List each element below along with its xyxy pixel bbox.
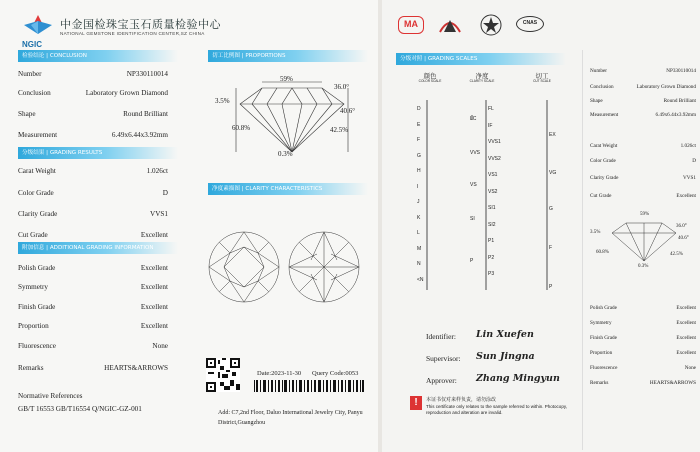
conclusion-value: Laboratory Grown Diamond (85, 89, 168, 97)
color-scale-title: 颜色 (423, 72, 437, 80)
fluorescence-value: None (152, 342, 168, 350)
address-text: C7,2nd Floor, Daluo International Jewelry City, Panyu District,Guangzhou (218, 410, 363, 426)
clarity-group-3: VS (470, 182, 477, 188)
crown-angle: 36.0° (334, 83, 350, 91)
color-grade-7: J (417, 199, 420, 205)
clarity-grade-10: P2 (488, 254, 495, 261)
color-grade-9: L (417, 230, 420, 236)
identifier-signature: Lin Xuefen (476, 329, 534, 340)
pavilion-angle: 40.6° (340, 107, 356, 115)
ma-badge: MA (398, 16, 424, 34)
conclusion-row (18, 89, 168, 97)
pavilion-view-diagram (287, 230, 361, 304)
address-block (218, 408, 374, 428)
color-grade-12: <N (417, 276, 424, 283)
clarity-grade-6: VS2 (488, 188, 498, 195)
clarity-grade-11: P3 (488, 271, 495, 277)
conclusion-label: Conclusion (18, 89, 51, 97)
number-row (18, 70, 168, 78)
address-label: Add: (218, 410, 230, 416)
supervisor-label: Supervisor: (426, 354, 461, 363)
cut-grade-4: F (549, 245, 553, 251)
logo-text: NGIC (22, 40, 42, 49)
color-grade-6: I (417, 183, 419, 190)
ngic-logo (22, 14, 54, 49)
barcode (254, 380, 364, 392)
mini-number-row: Number NP330110014 (590, 68, 696, 74)
proportion-value: Excellent (140, 322, 168, 330)
proportions-section-bar: 切工比例图 | PROPORTIONS (208, 50, 368, 62)
color-grade-10: M (417, 245, 422, 252)
measurement-row (18, 131, 168, 139)
mini-carat-row: Carat Weight 1.026ct (590, 143, 696, 149)
clarity-group-5: P (470, 258, 474, 264)
cut-scale-title: 切工 (535, 72, 549, 80)
identifier-label: Identifier: (426, 332, 456, 341)
clarity-grade-8: SI2 (488, 221, 496, 228)
normative-references: GB/T 16553 GB/T16554 Q/NGIC-GZ-001 (18, 405, 142, 413)
clarity-group-4: SI (470, 216, 475, 222)
carat-row (18, 167, 168, 175)
color-grade-4: G (417, 152, 421, 159)
color-label: Color Grade (18, 189, 54, 197)
clarity-value: VVS1 (150, 210, 168, 218)
scales-lines (382, 0, 582, 300)
finish-label: Finish Grade (18, 303, 56, 311)
shape-label: Shape (18, 110, 36, 118)
clarity-scale-subtitle: CLARITY SCALE (469, 79, 495, 83)
shape-value: Round Brilliant (123, 110, 168, 118)
mini-proportion-row: Proportion Excellent (590, 350, 696, 356)
color-grade-8: K (417, 214, 421, 221)
clarity-label: Clarity Grade (18, 210, 58, 218)
mini-cut-row: Cut Grade Excellent (590, 193, 696, 199)
cut-scale-subtitle: CUT SCALE (533, 79, 551, 83)
approver-label: Approver: (426, 376, 457, 385)
mini-crown-angle: 36.0° (676, 224, 687, 229)
clarity-grade-9: P1 (488, 238, 495, 244)
clarity-characteristics-section-bar: 净度素描图 | CLARITY CHARACTERISTICS (208, 183, 368, 195)
finish-value: Excellent (140, 303, 168, 311)
mini-color-row: Color Grade D (590, 158, 696, 164)
normative-title: Normative References (18, 392, 83, 400)
number-label: Number (18, 70, 42, 78)
number-value: NP330110014 (126, 70, 168, 78)
color-grade-1: D (417, 106, 421, 112)
mini-measurement-row: Measurement 6.49x6.44x3.92mm (590, 112, 696, 118)
color-value: D (162, 189, 168, 197)
mini-finish-row: Finish Grade Excellent (590, 335, 696, 341)
measurement-label: Measurement (18, 131, 58, 139)
mini-proportion-diagram (604, 215, 684, 265)
crown-view-diagram (207, 230, 281, 304)
date-text: Date:2023-11-30 (257, 370, 302, 377)
notice-cn: 本证书仅对来样负责，请勿涂改 (426, 397, 497, 403)
mini-conclusion-row: Conclusion Laboratory Grown Diamond (590, 84, 696, 90)
table-percent: 59% (280, 75, 293, 83)
org-title-en: NATIONAL GEMSTONE IDENTIFICATION CENTER,SZ CHINA (60, 31, 205, 36)
shape-row (18, 110, 168, 118)
remarks-label: Remarks (18, 364, 44, 372)
clarity-grade-3: VVS1 (488, 139, 501, 145)
clarity-grade-1: FL (488, 106, 494, 112)
culet-size: 0.3% (278, 150, 293, 158)
clarity-grade-7: SI1 (488, 205, 496, 211)
mini-pavilion-depth: 42.5% (670, 252, 683, 257)
cut-grade-5: P (549, 284, 553, 290)
mini-polish-row: Polish Grade Excellent (590, 305, 696, 311)
carat-label: Carat Weight (18, 167, 56, 175)
mini-total-depth: 60.8% (596, 250, 609, 255)
mini-culet-size: 0.3% (638, 264, 649, 269)
cut-grade-1: EX (549, 132, 556, 138)
supervisor-signature: Sun Jingna (476, 351, 535, 362)
notice-en: This certificate only relates to the sample referred to within. Photocopy, reproduction and alteration are invalid. (426, 404, 567, 415)
clarity-grade-5: VS1 (488, 172, 498, 178)
mini-shape-row: Shape Round Brilliant (590, 98, 696, 104)
color-row (18, 189, 168, 197)
symmetry-value: Excellent (140, 283, 168, 291)
polish-value: Excellent (140, 264, 168, 272)
clarity-grade-4: VVS2 (488, 155, 501, 162)
mini-symmetry-row: Symmetry Excellent (590, 320, 696, 326)
color-scale-subtitle: COLOR SCALE (418, 79, 442, 83)
clarity-group-1: LC (470, 116, 477, 122)
clarity-row (18, 210, 168, 218)
cut-row (18, 231, 168, 239)
qr-code (206, 358, 240, 392)
mini-pavilion-angle: 40.6° (678, 236, 689, 241)
remarks-row (18, 364, 168, 372)
proportion-row (18, 322, 168, 330)
mini-remarks-row: Remarks HEARTS&ARROWS (590, 380, 696, 386)
color-grade-11: N (417, 261, 421, 267)
mini-fluorescence-row: Fluorescence None (590, 365, 696, 371)
pavilion-depth: 42.5% (330, 126, 349, 134)
warning-icon: ! (410, 396, 422, 410)
additional-info-section-bar: 附加信息 | ADDITIONAL GRADING INFORMATION (18, 242, 178, 254)
cut-value: Excellent (140, 231, 168, 239)
remarks-value: HEARTS&ARROWS (104, 364, 168, 372)
fluorescence-row (18, 342, 168, 350)
total-depth: 60.8% (232, 124, 251, 132)
color-grade-2: E (417, 121, 421, 128)
cnas-logo: CNAS (516, 16, 544, 32)
symmetry-label: Symmetry (18, 283, 48, 291)
right-certificate-page (382, 0, 700, 452)
org-title-cn: 中金国检珠宝玉石质量检验中心 (60, 18, 221, 31)
polish-label: Polish Grade (18, 264, 56, 272)
symmetry-row (18, 283, 168, 291)
color-grade-5: H (417, 168, 421, 174)
cut-grade-2: VG (549, 170, 557, 176)
grading-scales-section-bar: 分级对照 | GRADING SCALES (396, 53, 566, 65)
mini-table-percent: 59% (640, 212, 650, 217)
carat-value: 1.026ct (146, 167, 168, 175)
proportion-label: Proportion (18, 322, 49, 330)
cut-grade-3: G (549, 206, 553, 212)
measurement-value: 6.49x6.44x3.92mm (111, 131, 168, 139)
conclusion-section-bar: 检验结论 | CONCLUSION (18, 50, 178, 62)
query-code-text: Query Code:0053 (312, 370, 359, 377)
clarity-grade-2: IF (488, 122, 493, 129)
approver-signature: Zhang Mingyun (476, 373, 560, 384)
grading-results-section-bar: 分级结果 | GRADING RESULTS (18, 147, 178, 159)
clarity-scale-title: 净度 (475, 72, 489, 80)
mini-clarity-row: Clarity Grade VVS1 (590, 175, 696, 181)
cut-label: Cut Grade (18, 231, 48, 239)
mini-crown-height: 3.5% (590, 230, 601, 235)
finish-row (18, 303, 168, 311)
clarity-group-2: VVS (470, 150, 481, 156)
color-grade-3: F (417, 137, 421, 143)
polish-row (18, 264, 168, 272)
crown-height: 3.5% (215, 97, 230, 105)
fluorescence-label: Fluorescence (18, 342, 56, 350)
